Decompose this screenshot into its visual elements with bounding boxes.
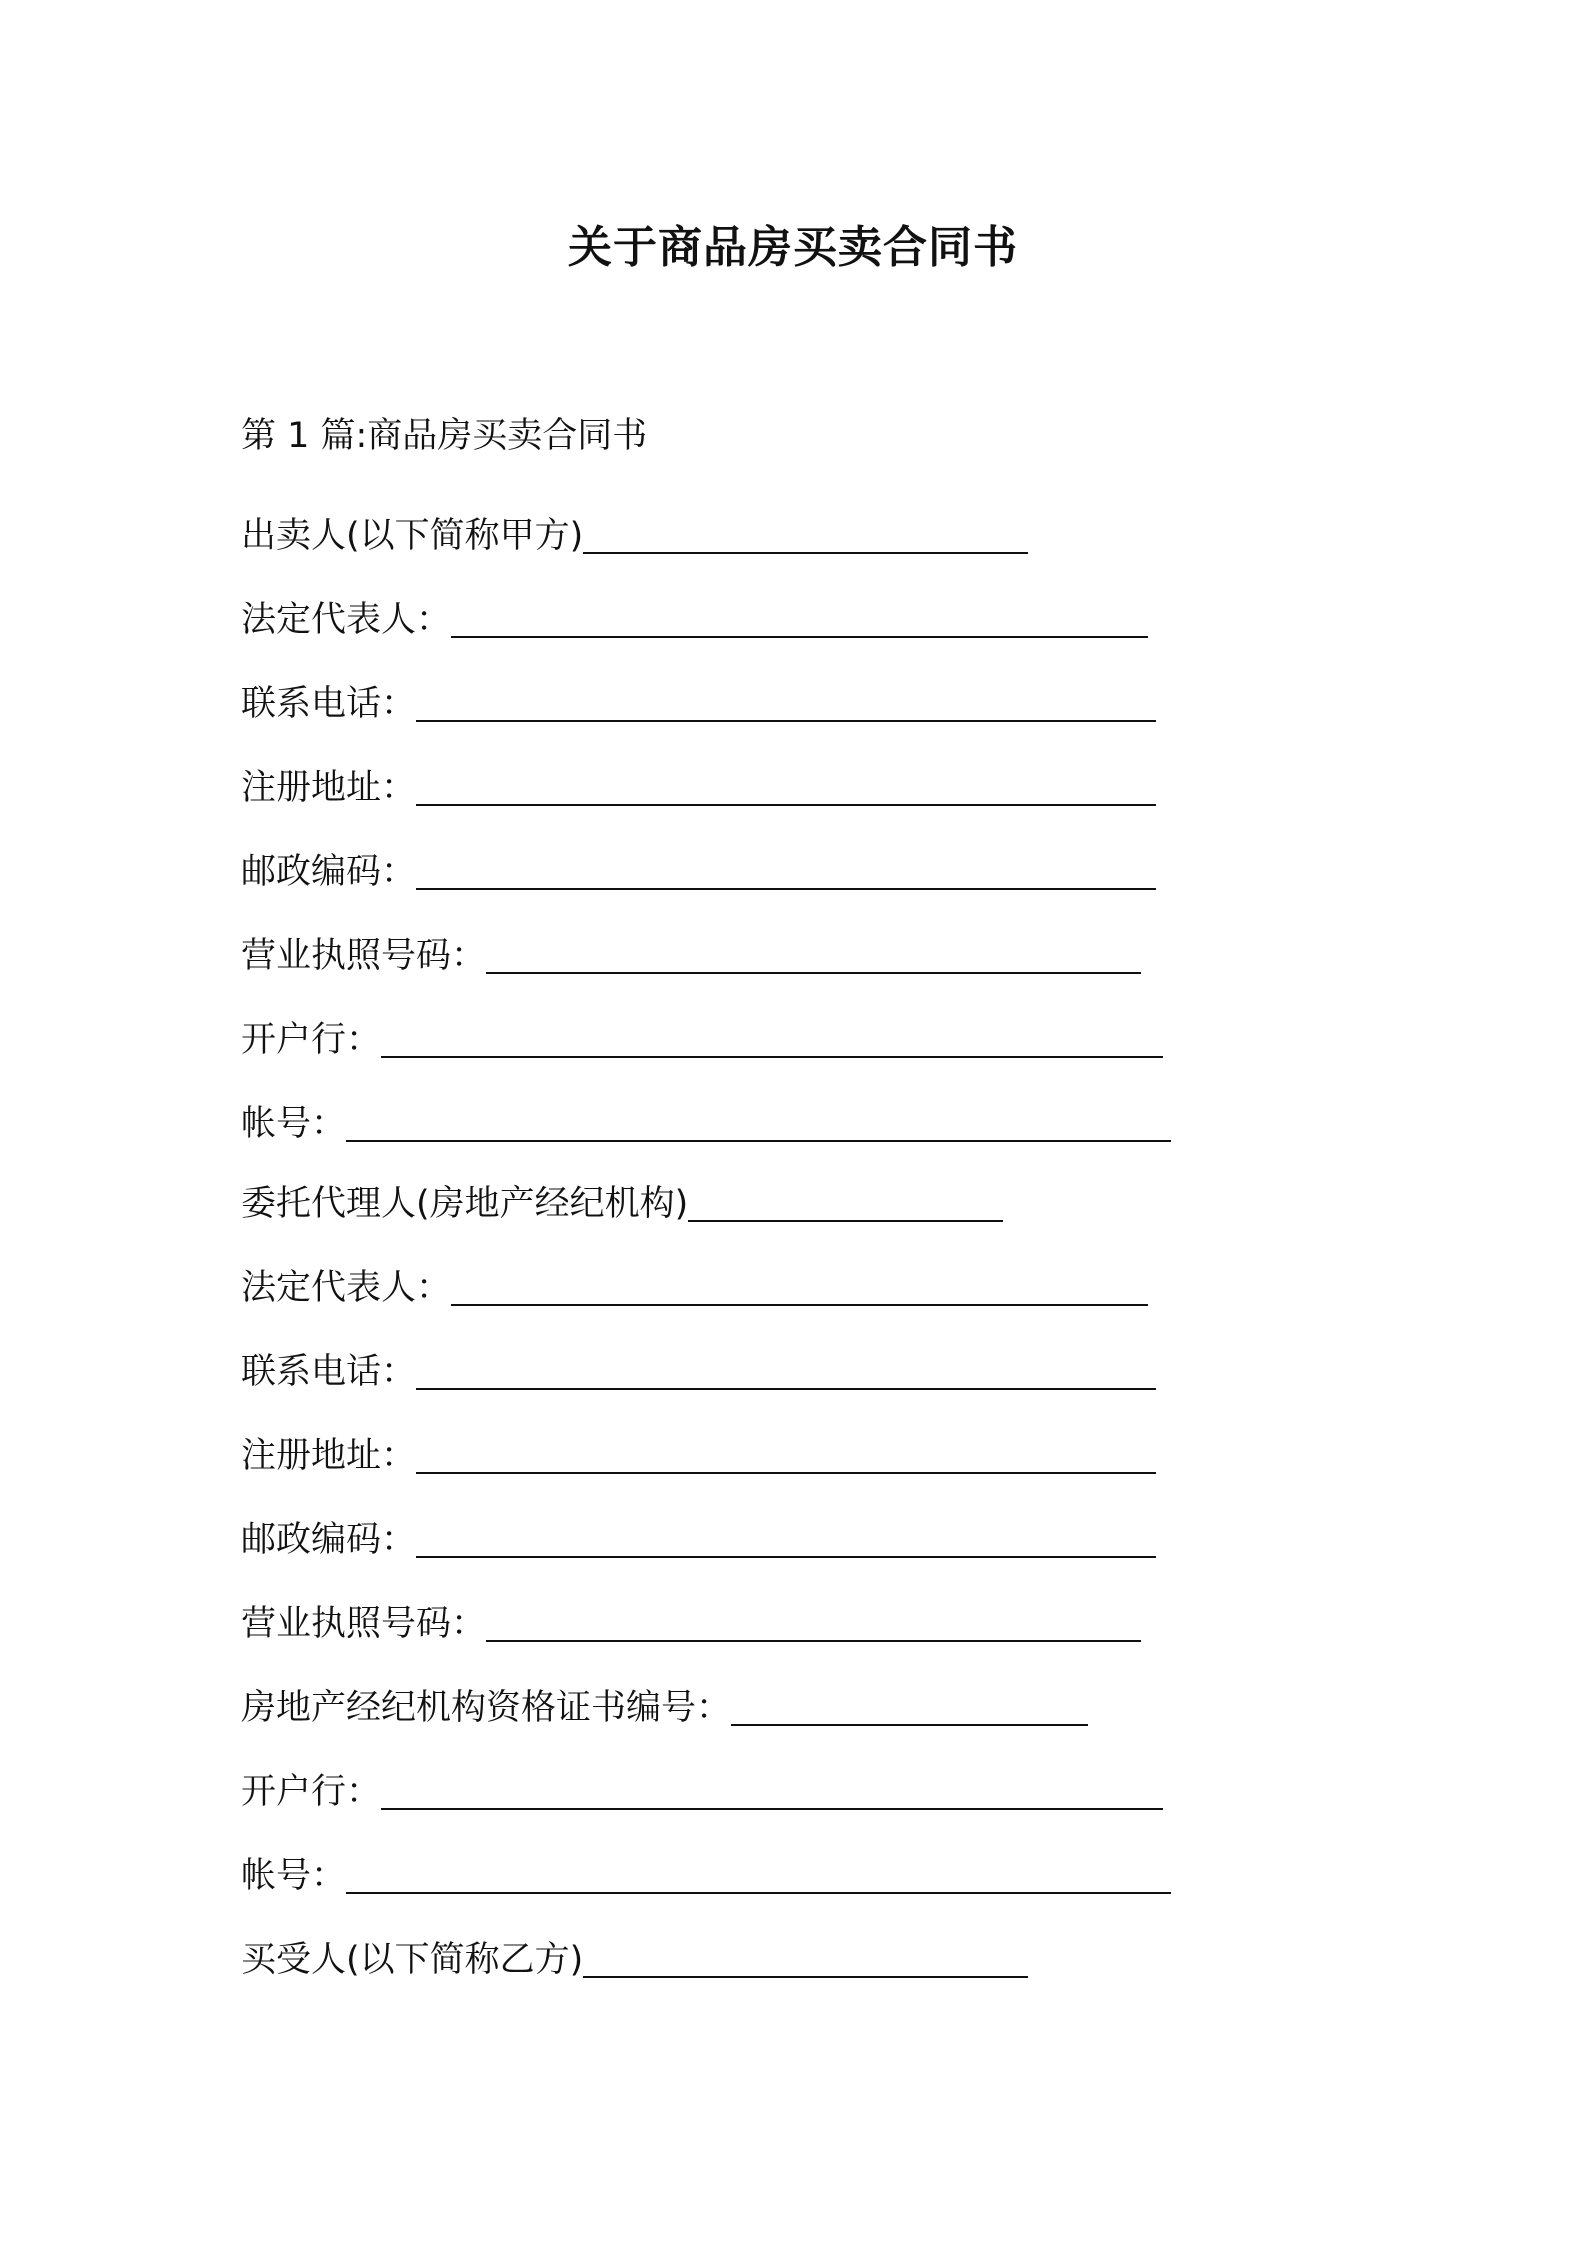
fill-in-blank [416,750,1156,806]
field-label: 开户行： [241,1772,382,1812]
fill-in-blank [346,1838,1171,1894]
form-line-agent-address [241,1428,1156,1484]
field-label: 法定代表人： [241,600,452,640]
fill-in-blank [451,582,1148,638]
field-label: 注册地址： [241,1436,417,1476]
fill-in-blank [451,1250,1148,1306]
fill-in-blank [416,1502,1156,1558]
form-line-address [241,760,1156,816]
form-line-seller [241,508,1028,564]
form-line-phone [241,676,1156,732]
form-line-license [241,928,1141,984]
field-label: 房地产经纪机构资格证书编号： [241,1688,732,1728]
form-line-account [241,1096,1171,1152]
field-label: 帐号： [241,1856,347,1896]
field-label: 委托代理人(房地产经纪机构) [241,1184,689,1224]
fill-in-blank [416,666,1156,722]
field-label: 开户行： [241,1020,382,1060]
form-line-agent-certificate [241,1680,1088,1736]
field-label: 营业执照号码： [241,1604,487,1644]
form-line-agent-phone [241,1344,1156,1400]
field-label: 出卖人(以下简称甲方) [241,516,584,556]
form-line-agent-account [241,1848,1171,1904]
form-line-agent-legal-rep [241,1260,1148,1316]
field-label: 注册地址： [241,768,417,808]
section-heading: 第 1 篇:商品房买卖合同书 [241,416,648,456]
form-line-agent-license [241,1596,1141,1652]
fill-in-blank [416,834,1156,890]
form-line-agent [241,1176,1003,1232]
form-line-legal-rep [241,592,1148,648]
field-label: 买受人(以下简称乙方) [241,1940,584,1980]
fill-in-blank [486,1586,1141,1642]
fill-in-blank [416,1334,1156,1390]
form-line-bank [241,1012,1163,1068]
fill-in-blank [583,498,1028,554]
document-title: 关于商品房买卖合同书 [568,222,1018,273]
form-line-agent-postcode [241,1512,1156,1568]
fill-in-blank [381,1002,1163,1058]
form-line-buyer [241,1932,1028,1988]
fill-in-blank [416,1418,1156,1474]
fill-in-blank [346,1086,1171,1142]
form-line-agent-bank [241,1764,1163,1820]
field-label: 帐号： [241,1104,347,1144]
fill-in-blank [583,1922,1028,1978]
fill-in-blank [731,1670,1088,1726]
form-line-postcode [241,844,1156,900]
fill-in-blank [381,1754,1163,1810]
field-label: 联系电话： [241,1352,417,1392]
field-label: 邮政编码： [241,852,417,892]
field-label: 营业执照号码： [241,936,487,976]
field-label: 法定代表人： [241,1268,452,1308]
field-label: 联系电话： [241,684,417,724]
fill-in-blank [486,918,1141,974]
field-label: 邮政编码： [241,1520,417,1560]
fill-in-blank [688,1166,1003,1222]
